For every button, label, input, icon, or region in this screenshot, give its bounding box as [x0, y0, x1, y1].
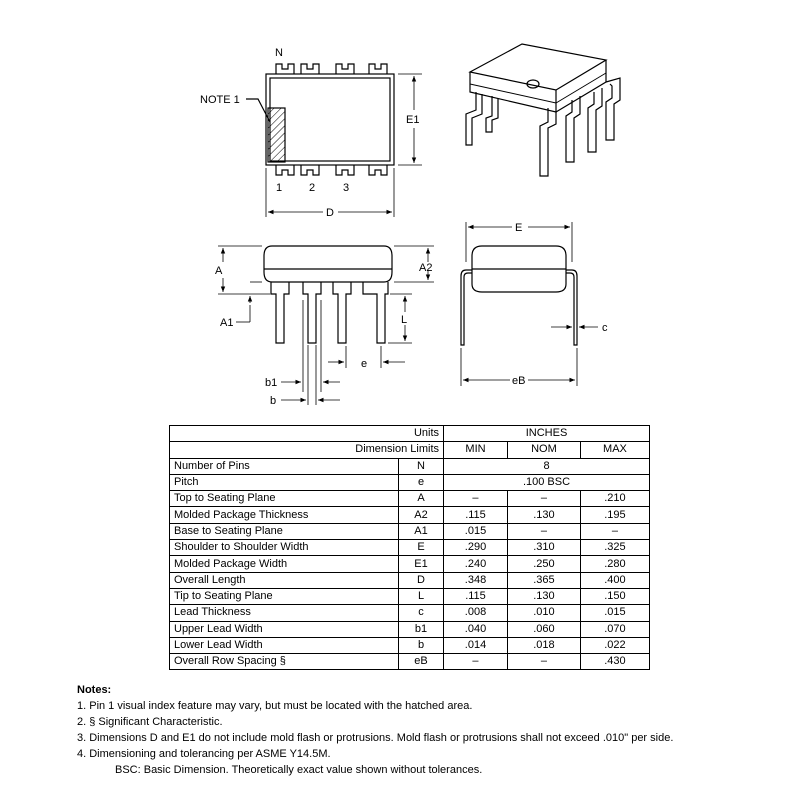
note-3: 3. Dimensions D and E1 do not include mold flash or protrusions. Mold flash or protrusions shall not exceed .010" per side. — [77, 732, 674, 745]
min-value: – — [444, 654, 508, 670]
param-name: Tip to Seating Plane — [170, 588, 399, 604]
note-4: 4. Dimensioning and tolerancing per ASME Y14.5M. — [77, 748, 331, 761]
min-value: .040 — [444, 621, 508, 637]
note-1: 1. Pin 1 visual index feature may vary, but must be located with the hatched area. — [77, 700, 473, 713]
min-value: .290 — [444, 540, 508, 556]
label-l: L — [401, 314, 408, 326]
param-name: Lower Lead Width — [170, 637, 399, 653]
param-value: .100 BSC — [444, 474, 650, 490]
max-value: .150 — [580, 588, 649, 604]
param-symbol: b1 — [399, 621, 444, 637]
table-row — [170, 654, 650, 670]
param-name: Number of Pins — [170, 458, 399, 474]
label-a1: A1 — [220, 317, 234, 329]
max-value: .430 — [580, 654, 649, 670]
dimension-limits-label: Dimension Limits — [170, 442, 444, 458]
min-value: .014 — [444, 637, 508, 653]
nom-value: .130 — [507, 588, 580, 604]
max-value: .015 — [580, 605, 649, 621]
param-value: 8 — [444, 458, 650, 474]
label-a: A — [215, 265, 223, 277]
max-value: .070 — [580, 621, 649, 637]
param-name: Upper Lead Width — [170, 621, 399, 637]
table-row — [170, 637, 650, 653]
nom-value: .060 — [507, 621, 580, 637]
nom-value: – — [507, 491, 580, 507]
max-value: .195 — [580, 507, 649, 523]
table-row — [170, 491, 650, 507]
limits-row — [170, 442, 650, 458]
param-symbol: c — [399, 605, 444, 621]
label-pin2: 2 — [309, 182, 316, 194]
param-name: Molded Package Thickness — [170, 507, 399, 523]
col-max: MAX — [580, 442, 649, 458]
top-view — [246, 64, 422, 217]
table-row — [170, 507, 650, 523]
param-name: Lead Thickness — [170, 605, 399, 621]
label-pin3: 3 — [343, 182, 350, 194]
label-pin1: 1 — [276, 182, 283, 194]
nom-value: – — [507, 523, 580, 539]
param-name: Base to Seating Plane — [170, 523, 399, 539]
param-symbol: A2 — [399, 507, 444, 523]
notes-title: Notes: — [77, 684, 112, 696]
nom-value: .250 — [507, 556, 580, 572]
label-e: E — [515, 222, 523, 234]
min-value: .240 — [444, 556, 508, 572]
max-value: .210 — [580, 491, 649, 507]
table-row — [170, 474, 650, 490]
param-name: Shoulder to Shoulder Width — [170, 540, 399, 556]
param-name: Overall Length — [170, 572, 399, 588]
min-value: .015 — [444, 523, 508, 539]
table-row — [170, 458, 650, 474]
param-name: Pitch — [170, 474, 399, 490]
param-symbol: D — [399, 572, 444, 588]
min-value: .115 — [444, 588, 508, 604]
units-label: Units — [170, 426, 444, 442]
table-row — [170, 523, 650, 539]
param-symbol: E1 — [399, 556, 444, 572]
min-value: – — [444, 491, 508, 507]
param-symbol: L — [399, 588, 444, 604]
param-name: Overall Row Spacing § — [170, 654, 399, 670]
col-min: MIN — [444, 442, 508, 458]
label-n: N — [275, 47, 283, 59]
table-row — [170, 621, 650, 637]
param-symbol: e — [399, 474, 444, 490]
units-value: INCHES — [444, 426, 650, 442]
label-e-pitch: e — [361, 358, 368, 370]
label-d: D — [326, 207, 334, 219]
nom-value: .130 — [507, 507, 580, 523]
col-nom: NOM — [507, 442, 580, 458]
note-2: 2. § Significant Characteristic. — [77, 716, 223, 729]
nom-value: – — [507, 654, 580, 670]
param-symbol: A — [399, 491, 444, 507]
nom-value: .018 — [507, 637, 580, 653]
label-b: b — [270, 395, 277, 407]
max-value: .280 — [580, 556, 649, 572]
max-value: – — [580, 523, 649, 539]
label-eb: eB — [512, 375, 526, 387]
nom-value: .310 — [507, 540, 580, 556]
nom-value: .365 — [507, 572, 580, 588]
label-c: c — [602, 322, 608, 334]
max-value: .022 — [580, 637, 649, 653]
dimension-rows — [170, 491, 650, 670]
min-value: .115 — [444, 507, 508, 523]
param-symbol: N — [399, 458, 444, 474]
pin1-hatched-area — [268, 108, 285, 162]
max-value: .400 — [580, 572, 649, 588]
param-name: Top to Seating Plane — [170, 491, 399, 507]
table-row — [170, 556, 650, 572]
table-row — [170, 588, 650, 604]
param-symbol: A1 — [399, 523, 444, 539]
param-name: Molded Package Width — [170, 556, 399, 572]
min-value: .348 — [444, 572, 508, 588]
table-row — [170, 540, 650, 556]
label-e1: E1 — [406, 114, 420, 126]
table-row — [170, 572, 650, 588]
label-note1: NOTE 1 — [200, 94, 240, 106]
param-symbol: b — [399, 637, 444, 653]
end-view — [461, 222, 598, 386]
dimension-table — [169, 425, 650, 670]
note-bsc: BSC: Basic Dimension. Theoretically exact value shown without tolerances. — [115, 764, 483, 777]
label-a2: A2 — [419, 262, 433, 274]
param-symbol: eB — [399, 654, 444, 670]
max-value: .325 — [580, 540, 649, 556]
notes-section — [77, 682, 673, 779]
nom-value: .010 — [507, 605, 580, 621]
units-row — [170, 426, 650, 442]
param-symbol: E — [399, 540, 444, 556]
min-value: .008 — [444, 605, 508, 621]
label-b1: b1 — [265, 377, 278, 389]
table-row — [170, 605, 650, 621]
isometric-view — [466, 44, 620, 176]
